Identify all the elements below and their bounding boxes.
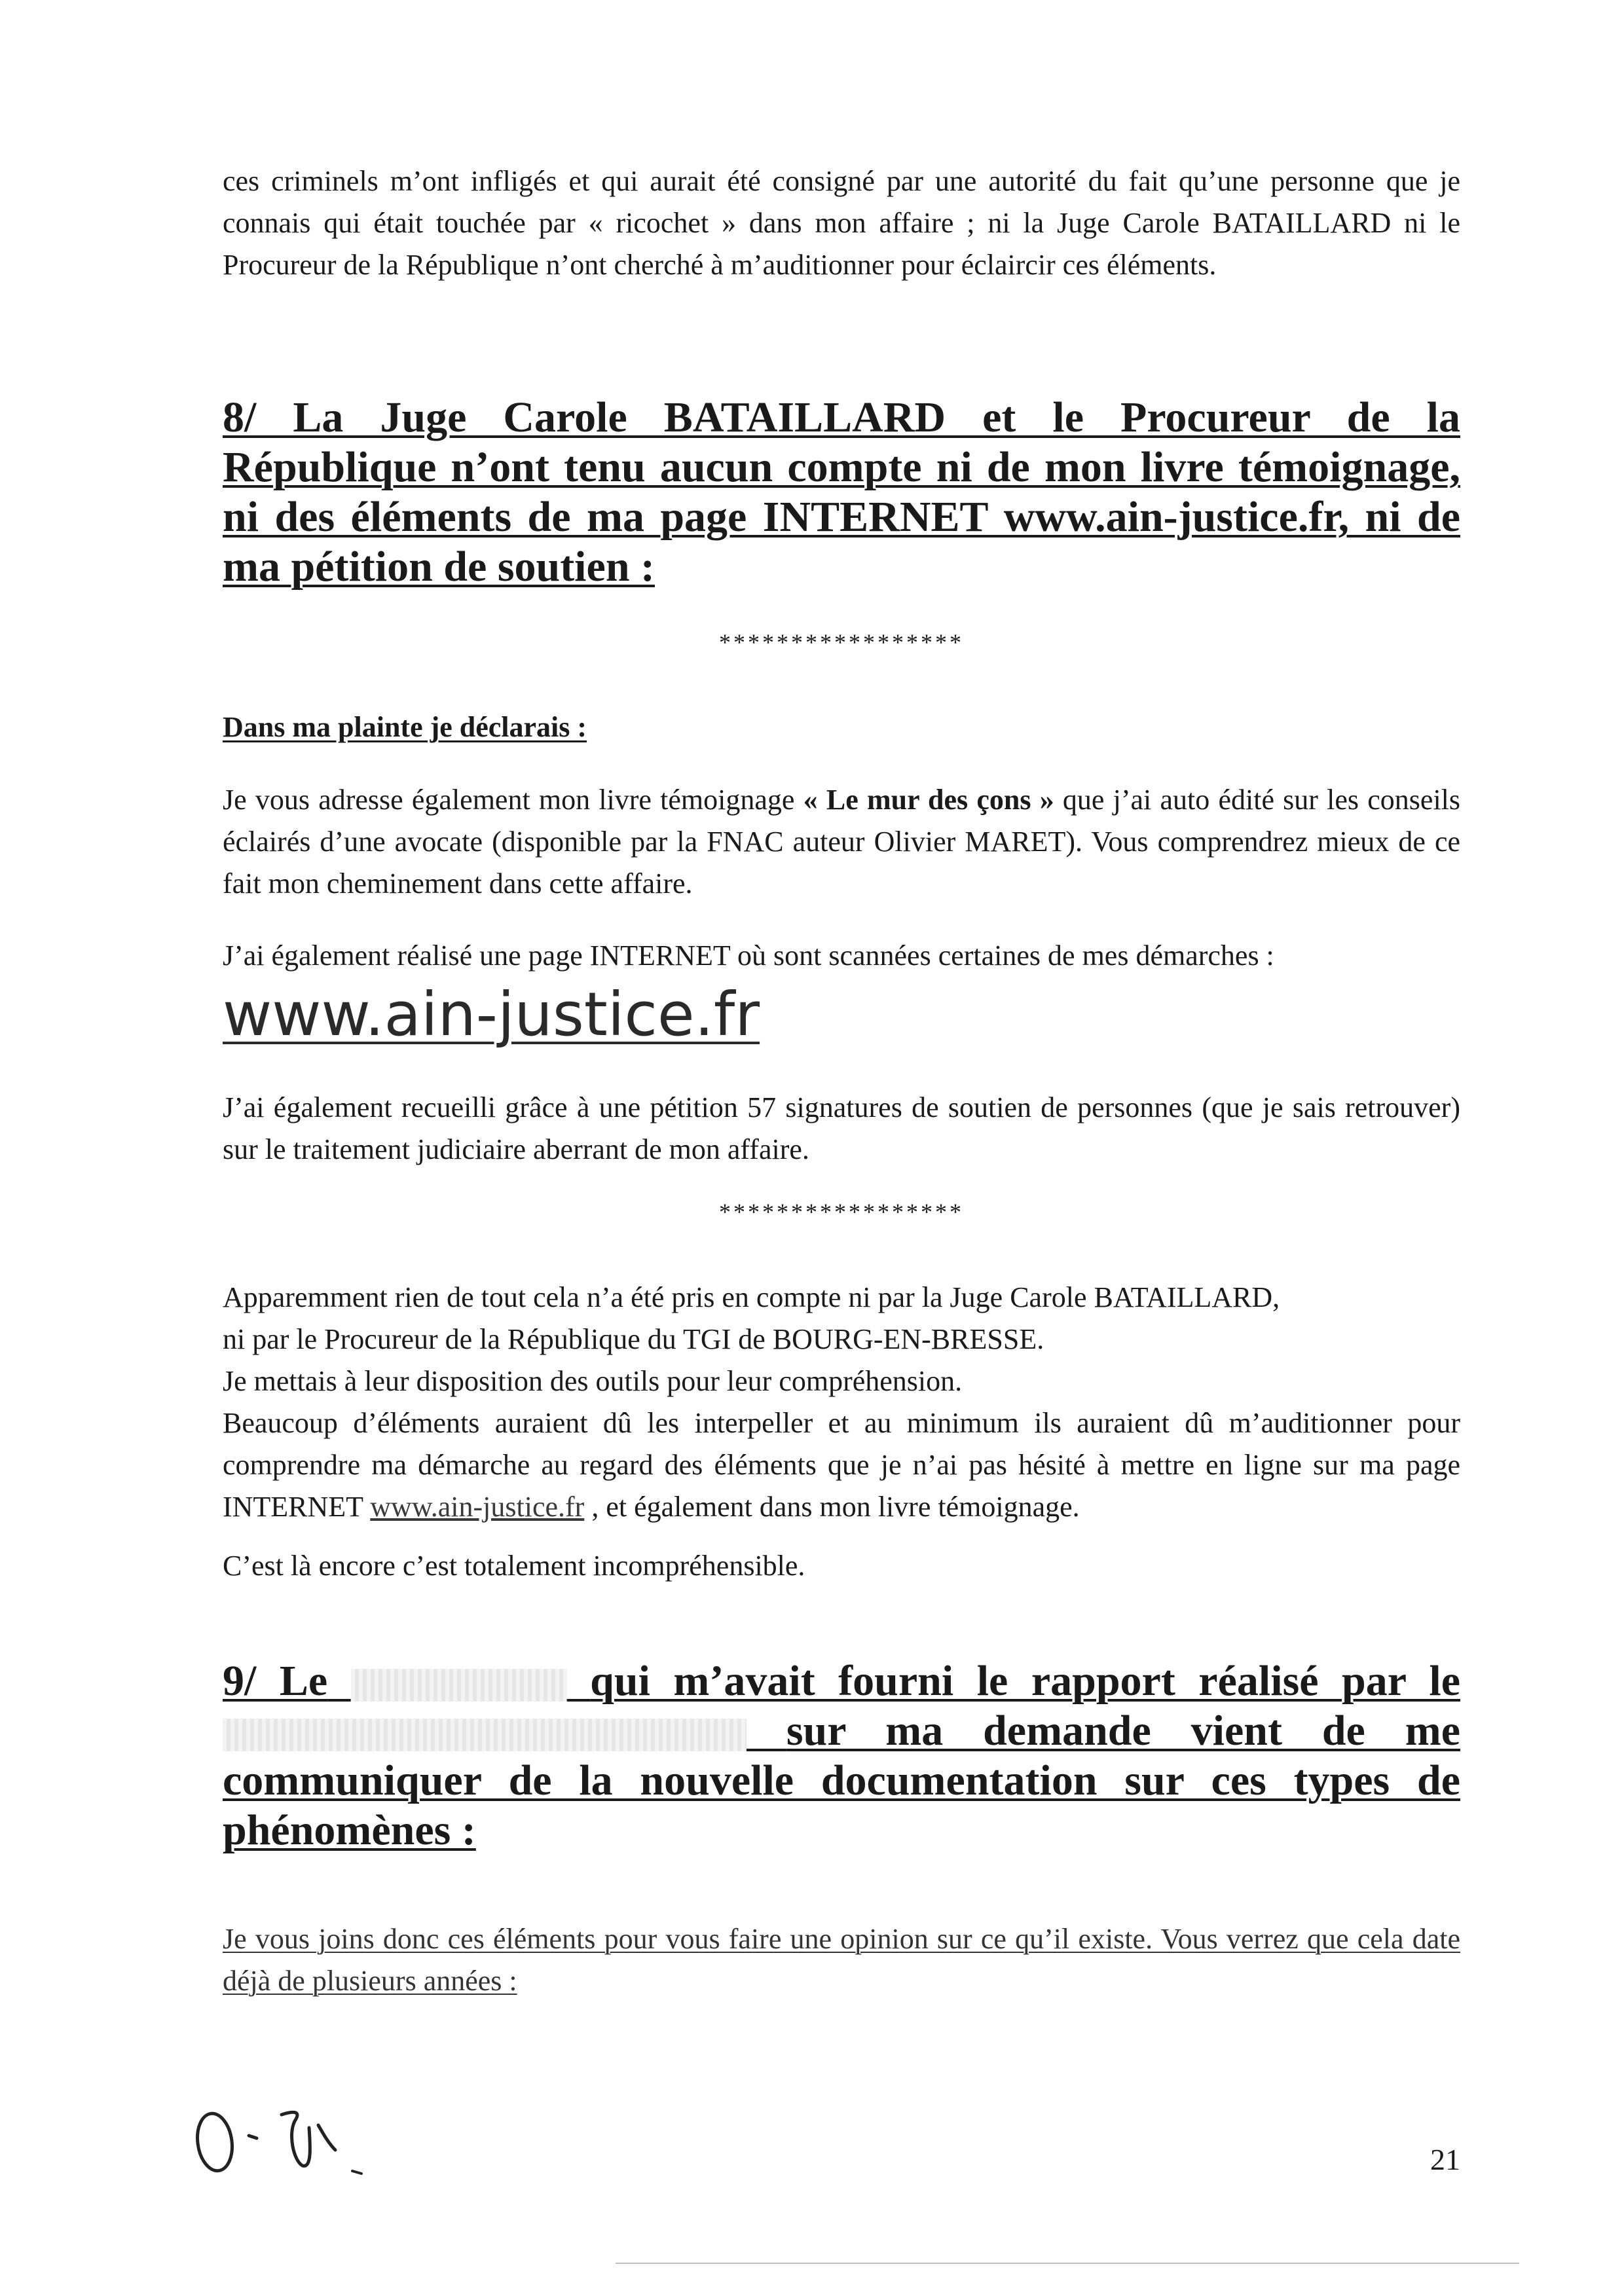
- website-paragraph: J’ai également réalisé une page INTERNET où sont scannées certaines de mes démarches :: [223, 939, 1274, 972]
- section-9-heading-line: [223, 1656, 1460, 1706]
- section-9-heading-line: communiquer de la nouvelle documentation sur ces types de: [223, 1757, 1460, 1804]
- section-8-subheading: Dans ma plainte je déclarais :: [223, 711, 587, 743]
- conclusion-line: Apparemment rien de tout cela n’a été pris en compte ni par la Juge Carole BATAILLARD,: [223, 1281, 1280, 1313]
- section-8-heading-line: ni des éléments de ma page INTERNET www.ain-justice.fr, ni de: [223, 493, 1460, 541]
- book-paragraph-end: que j’ai auto édité sur les conseils éclairés d’une avocate (disponible par la FNAC auteur Olivier MARET). Vous comprendrez mieux de ce fait mon cheminement dans cette affaire.: [223, 784, 1461, 900]
- handwritten-signature: [183, 2095, 419, 2187]
- bottom-divider: [616, 2263, 1519, 2264]
- conclusion-lines: [223, 1277, 1460, 1402]
- conclusion-line: Je mettais à leur disposition des outils pour leur compréhension.: [223, 1365, 963, 1397]
- website-link[interactable]: www.ain-justice.fr: [370, 1491, 585, 1523]
- section-9-heading-start: 9/ Le: [223, 1657, 328, 1705]
- redacted-area: [223, 1719, 747, 1751]
- book-paragraph: [223, 779, 1460, 905]
- section-8-heading: [223, 393, 1460, 592]
- incomprehensible-paragraph: C’est là encore c’est totalement incompréhensible.: [223, 1550, 805, 1582]
- section-9-heading-line2: sur ma demande vient de me: [786, 1707, 1460, 1755]
- separator-stars: *****************: [719, 629, 964, 655]
- section-9-heading-line: phénomènes :: [223, 1806, 476, 1854]
- redacted-area: [351, 1669, 567, 1702]
- conclusion-line: ni par le Procureur de la République du TGI de BOURG-EN-BRESSE.: [223, 1323, 1044, 1355]
- section-8-heading-line: ma pétition de soutien :: [223, 543, 655, 591]
- section-9-heading-rest: qui m’avait fourni le rapport réalisé par le: [590, 1657, 1460, 1705]
- section-9-heading-line: [223, 1706, 1460, 1756]
- section-9-heading: [223, 1656, 1460, 1855]
- petition-paragraph: J’ai également recueilli grâce à une pétition 57 signatures de soutien de personnes (que je sais retrouver) sur le traitement judiciaire aberrant de mon affaire.: [223, 1091, 1460, 1165]
- interpellation-text: Beaucoup d’éléments auraient dû les interpeller et au minimum ils auraient dû m’auditionner pour comprendre ma démarche au regard des éléments que je n’ai pas hésité à mettre en ligne sur ma page INTERNET: [223, 1407, 1460, 1523]
- section-8-heading-line: 8/ La Juge Carole BATAILLARD et le Procureur de la: [223, 393, 1460, 441]
- page-number: 21: [1430, 2143, 1460, 2176]
- intro-paragraph: ces criminels m’ont infligés et qui aurait été consigné par une autorité du fait qu’une personne que je connais qui était touchée par « ricochet » dans mon affaire ; ni la Juge Carole BATAILLARD ni le Procureur de la République n’ont cherché à m’auditionner pour éclaircir ces éléments.: [223, 165, 1460, 281]
- book-paragraph-start: Je vous adresse également mon livre témoignage: [223, 784, 803, 816]
- interpellation-text-end: , et également dans mon livre témoignage.: [584, 1491, 1080, 1523]
- website-url-large[interactable]: www.ain-justice.fr: [223, 979, 760, 1049]
- book-title: « Le mur des çons »: [803, 784, 1054, 816]
- section-8-heading-line: République n’ont tenu aucun compte ni de mon livre témoignage,: [223, 443, 1460, 491]
- attachment-paragraph: Je vous joins donc ces éléments pour vous faire une opinion sur ce qu’il existe. Vous verrez que cela date déjà de plusieurs années :: [223, 1923, 1460, 1997]
- interpellation-paragraph: [223, 1402, 1460, 1528]
- separator-stars: *****************: [719, 1199, 964, 1225]
